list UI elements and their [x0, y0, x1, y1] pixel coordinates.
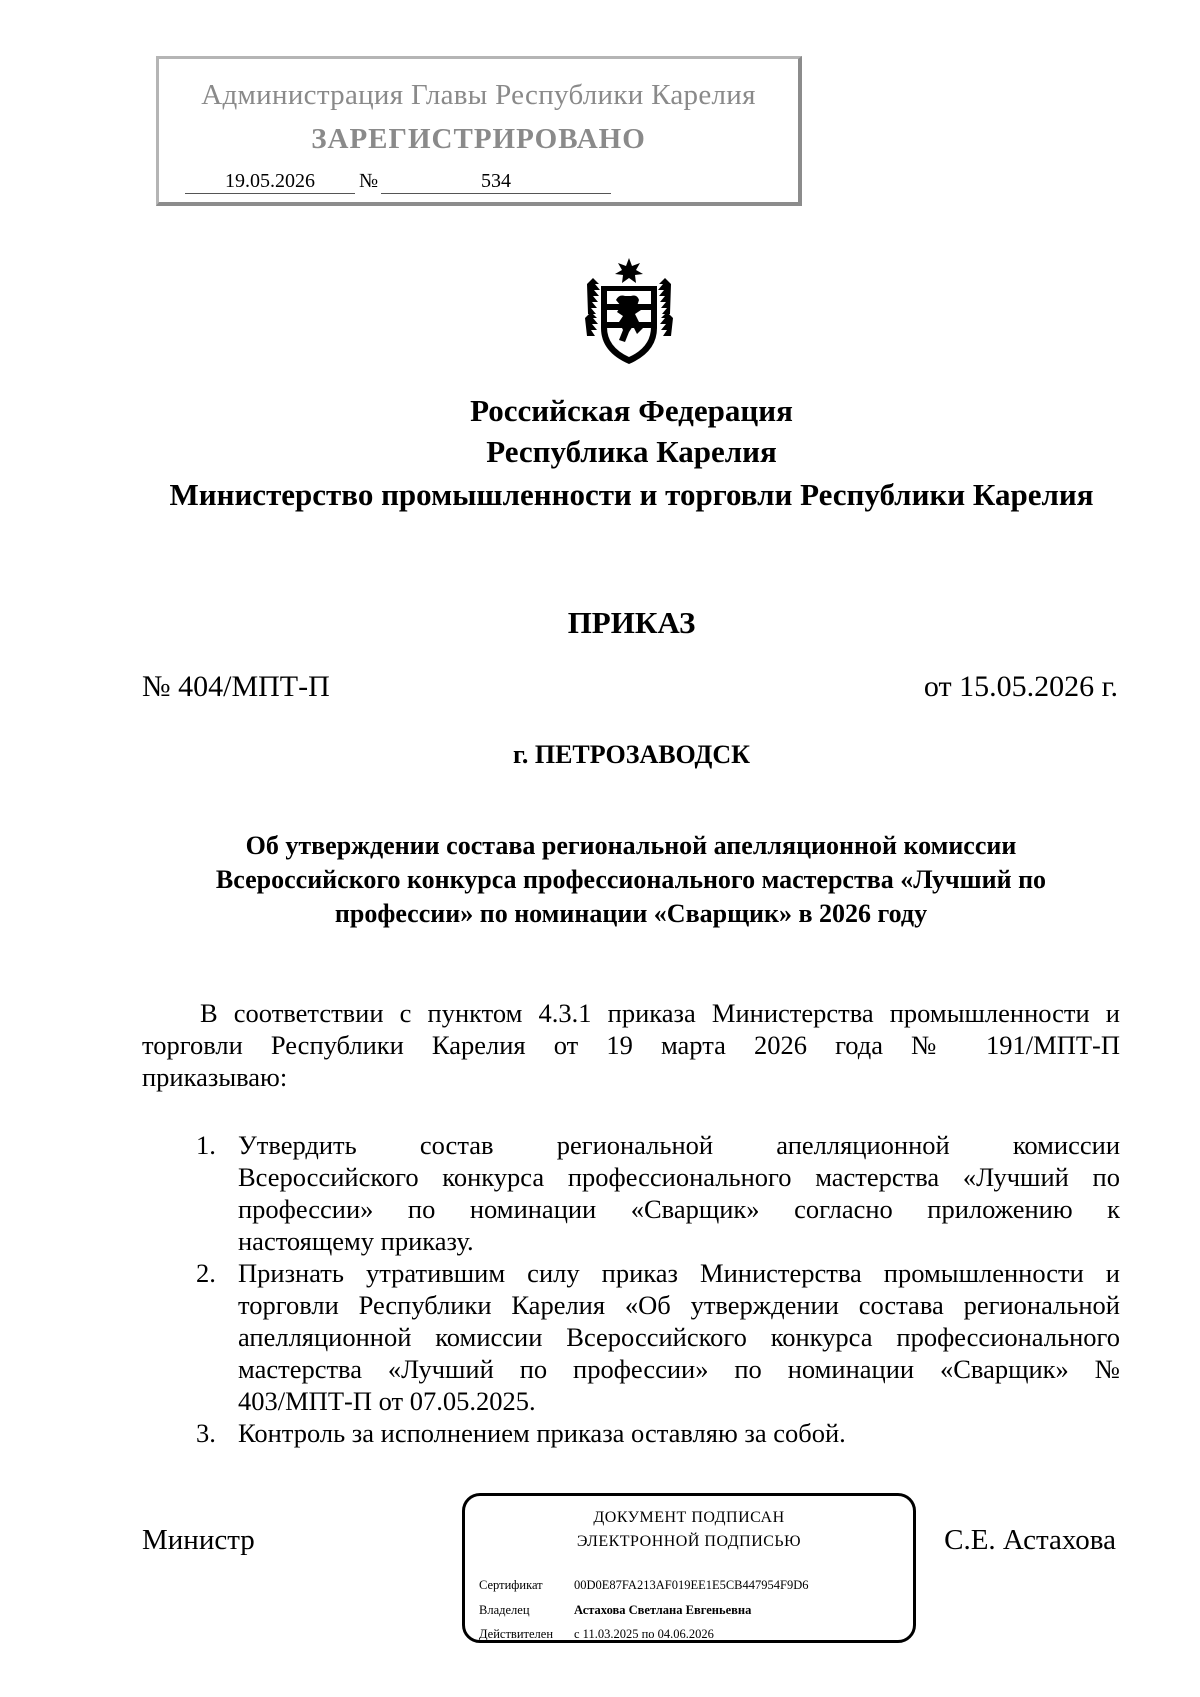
registration-organization: Администрация Главы Республики Карелия — [201, 79, 756, 111]
esig-title — [465, 1506, 913, 1554]
registration-number-label: № — [359, 170, 379, 192]
list-item-line: 403/МПТ-П от 07.05.2025. — [238, 1386, 536, 1416]
header-country: Российская Федерация — [470, 393, 793, 428]
esig-owner-row — [479, 1603, 751, 1618]
esig-validity-value: с 11.03.2025 по 04.06.2026 — [574, 1627, 714, 1641]
list-item-line: профессии» по номинации «Сварщик» согласно приложению к — [238, 1194, 1120, 1224]
city: г. ПЕТРОЗАВОДСК — [512, 740, 751, 769]
esig-certificate-label: Сертификат — [479, 1578, 543, 1592]
subject-line: Всероссийского конкурса профессионального мастерства «Лучший по — [215, 865, 1047, 894]
list-item-line: Утвердить состав региональной апелляционной комиссии — [238, 1130, 1120, 1160]
preamble-line: В соответствии с пунктом 4.3.1 приказа Министерства промышленности и — [200, 998, 1120, 1028]
esig-validity-row — [479, 1627, 714, 1642]
preamble-line: приказываю: — [142, 1062, 288, 1092]
esig-owner-value: Астахова Светлана Евгеньевна — [574, 1603, 752, 1617]
list-item-line: настоящему приказу. — [238, 1226, 474, 1256]
esig-certificate-value: 00D0E87FA213AF019EE1E5CB447954F9D6 — [574, 1578, 809, 1592]
preamble — [142, 997, 1120, 1093]
signer-name: С.Е. Астахова — [944, 1524, 1116, 1556]
registration-date: 19.05.2026 — [185, 169, 355, 194]
registration-number: 534 — [381, 169, 611, 194]
esig-certificate-row — [479, 1578, 809, 1593]
list-item-text — [238, 1417, 1120, 1449]
esig-title-line: ДОКУМЕНТ ПОДПИСАН — [593, 1509, 785, 1526]
esig-owner-label: Владелец — [479, 1603, 530, 1617]
document-type: ПРИКАЗ — [567, 605, 696, 640]
karelia-coat-of-arms-icon — [583, 256, 675, 368]
esig-validity-label: Действителен — [479, 1627, 554, 1641]
registration-status: ЗАРЕГИСТРИРОВАНО — [311, 123, 646, 155]
list-item-text — [238, 1257, 1120, 1417]
list-item-number: 3. — [196, 1418, 216, 1448]
list-item-line: мастерства «Лучший по профессии» по номинации «Сварщик» № — [238, 1354, 1120, 1384]
order-date: от 15.05.2026 г. — [923, 670, 1118, 703]
subject-line: Об утверждении состава региональной апелляционной комиссии — [245, 831, 1017, 860]
list-item-line: Признать утратившим силу приказ Министерства промышленности и — [238, 1258, 1120, 1288]
preamble-line: торговли Республики Карелия от 19 марта 2026 года № 191/МПТ-П — [142, 1030, 1120, 1060]
list-item-line: Контроль за исполнением приказа оставляю за собой. — [238, 1418, 846, 1448]
order-number: № 404/МПТ-П — [142, 670, 330, 703]
list-item-text — [238, 1129, 1120, 1257]
list-item-line: апелляционной комиссии Всероссийского конкурса профессионального — [238, 1322, 1120, 1352]
signer-role: Министр — [142, 1524, 255, 1556]
list-item-line: Всероссийского конкурса профессионального мастерства «Лучший по — [238, 1162, 1120, 1192]
esig-title-line: ЭЛЕКТРОННОЙ ПОДПИСЬЮ — [576, 1533, 802, 1550]
electronic-signature-stamp — [462, 1493, 916, 1643]
order-subject — [142, 829, 1120, 931]
list-item-number: 1. — [196, 1130, 216, 1160]
header-republic: Республика Карелия — [486, 434, 777, 469]
subject-line: профессии» по номинации «Сварщик» в 2026 году — [334, 899, 928, 928]
list-item-line: торговли Республики Карелия «Об утверждении состава региональной — [238, 1290, 1120, 1320]
registration-stamp — [156, 56, 802, 206]
list-item-number: 2. — [196, 1258, 216, 1288]
header-ministry: Министерство промышленности и торговли Республики Карелия — [169, 477, 1094, 512]
